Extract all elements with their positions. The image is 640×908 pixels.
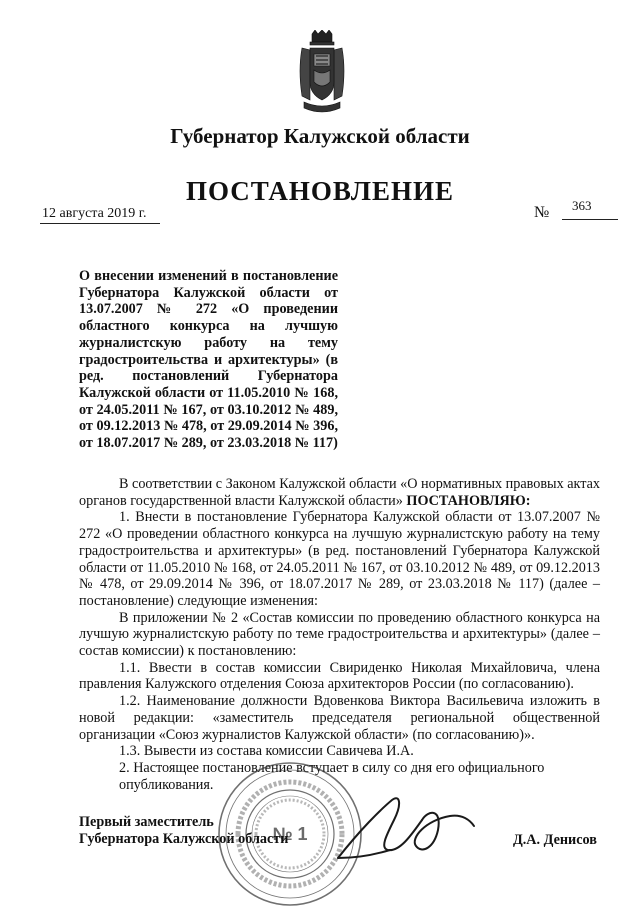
handwritten-signature — [330, 790, 480, 865]
body-paragraph-7-continuation: опубликования. — [119, 776, 214, 793]
body-paragraph-4: 1.1. Ввести в состав комиссии Свириденко Николая Михайловича, члена правления Калужского отделения Союза архитекторов России (по согласованию). — [79, 659, 600, 693]
body-paragraph-7: 2. Настоящее постановление вступает в силу со дня его официального — [119, 759, 545, 776]
body-paragraph-3: В приложении № 2 «Состав комиссии по проведению областного конкурса на лучшую журналистскую работу по теме градостроительства и архитектуры» (далее – состав комиссии) к постановлению: — [79, 609, 600, 660]
number-underline — [562, 219, 618, 220]
body-paragraph-2: 1. Внести в постановление Губернатора Калужской области от 13.07.2007 № 272 «О проведении областного конкурса на лучшую журналистскую работу на тему градостроительства и архитектуры» (в ред. постановлений Губернатора Калужской области от 11.05.2010 № 168, от 24.05.2011 № 167, от 03.10.2012 № 489, от 09.12.2013 № 478, от 29.09.2014 № 396, от 18.07.2017 № 289, от 23.03.2018 № 117) (далее – постановление) следующие изменения: — [79, 509, 600, 609]
coat-of-arms-emblem — [296, 30, 348, 118]
body-paragraph-5: 1.2. Наименование должности Вдовенкова Виктора Васильевича изложить в новой редакции: «заместитель председателя региональной общественной организации «Союз журналистов Калужской области» (по согласованию)». — [79, 693, 600, 743]
date-underline — [40, 223, 160, 224]
document-body — [79, 476, 600, 793]
signatory-position-line-1: Первый заместитель — [79, 814, 214, 830]
preamble-text: В соответствии с Законом Калужской области «О нормативных правовых актах органов государственной власти Калужской области» — [79, 476, 600, 509]
body-paragraph-1 — [79, 476, 600, 509]
seal-number: № 1 — [272, 824, 308, 844]
number-sign: № — [534, 204, 550, 221]
decree-word: ПОСТАНОВЛЯЮ: — [406, 492, 531, 509]
signatory-position — [79, 814, 288, 848]
document-date: 12 августа 2019 г. — [42, 206, 147, 221]
document-type-title: ПОСТАНОВЛЕНИЕ — [185, 176, 455, 206]
document-subject: О внесении изменений в постановление Губернатора Калужской области от 13.07.2007 № 272 «О проведении областного конкурса на лучшую журналистскую работу на тему градостроительства и архитектуры» (в ред. постановлений Губернатора Калужской области от 11.05.2010 № 168, от 24.05.2011 № 167, от 03.10.2012 № 489, от 09.12.2013 № 478, от 29.09.2014 № 396, от 18.07.2017 № 289, от 23.03.2018 № 117) — [79, 268, 338, 452]
issuer-title: Губернатор Калужской области — [170, 124, 470, 148]
body-paragraph-6: 1.3. Вывести из состава комиссии Савичева И.А. — [119, 743, 414, 760]
document-number: 363 — [572, 198, 592, 213]
signatory-name: Д.А. Денисов — [513, 832, 597, 848]
signatory-position-line-2: Губернатора Калужской области — [79, 831, 289, 847]
